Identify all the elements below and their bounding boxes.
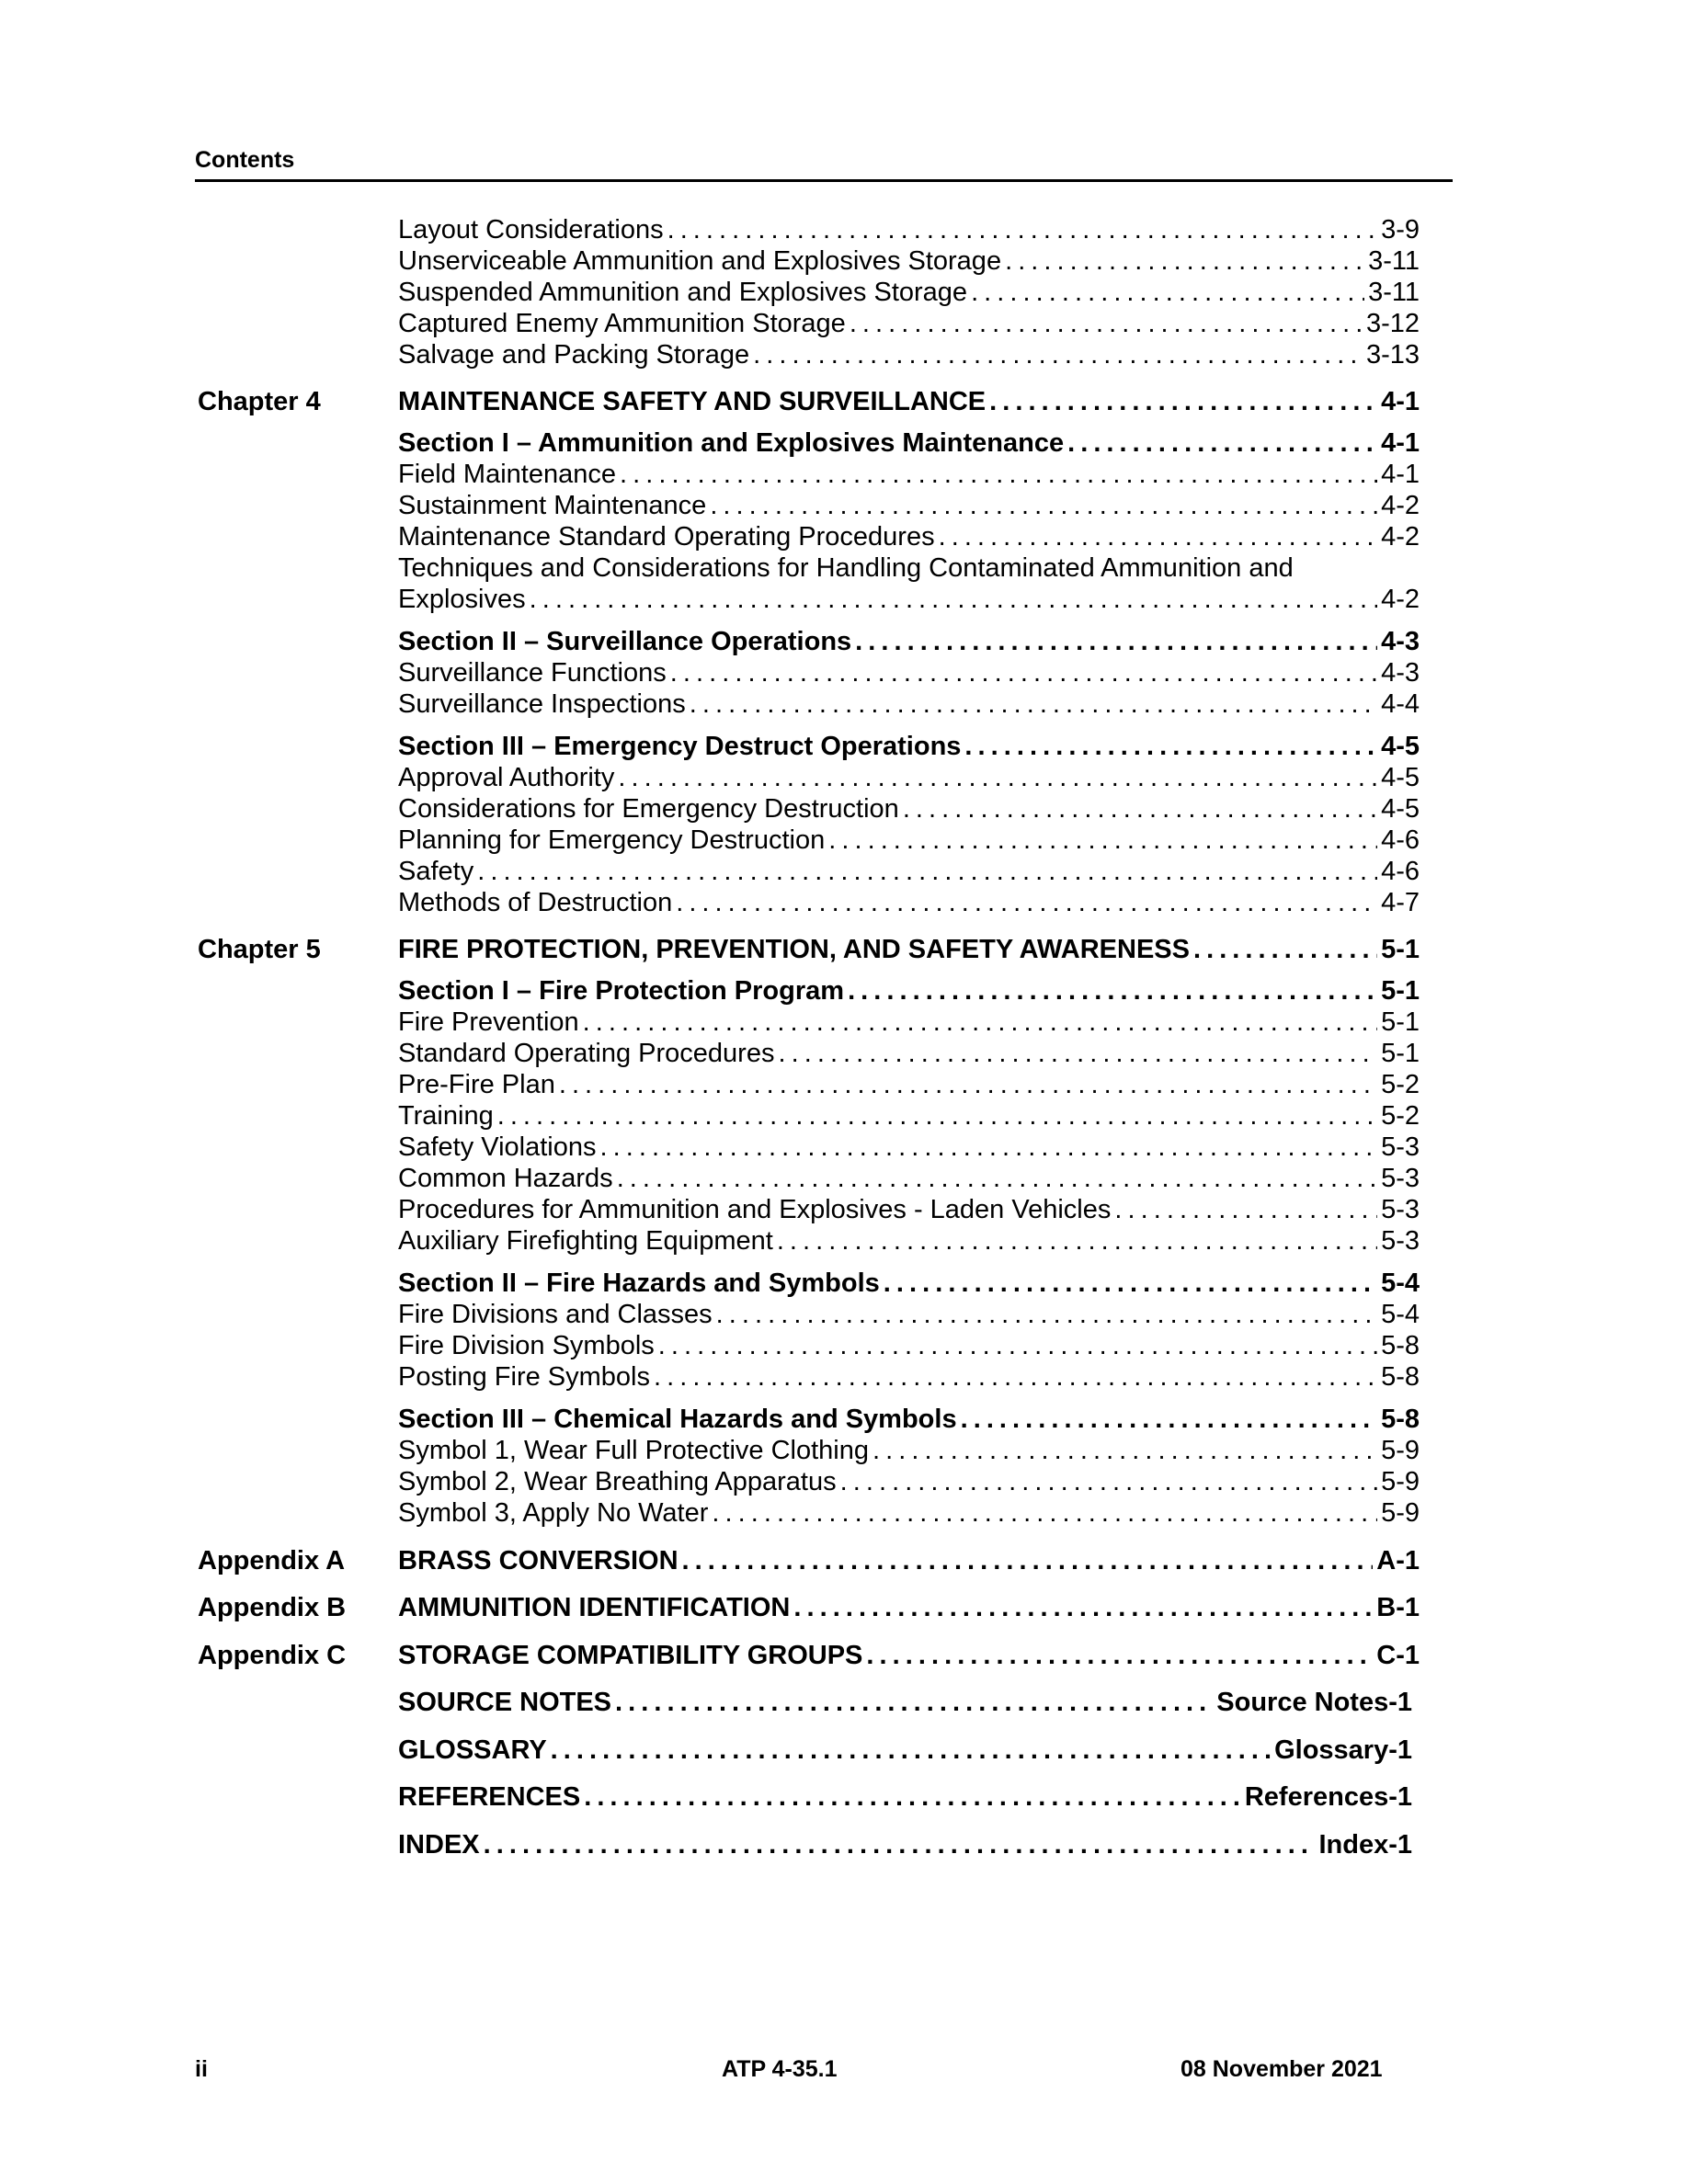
toc-leader-dots bbox=[855, 625, 1377, 658]
toc-entry[interactable] bbox=[398, 625, 1420, 658]
toc-entry[interactable] bbox=[398, 855, 1420, 888]
toc-entry[interactable] bbox=[398, 1639, 1420, 1672]
toc-leader-dots bbox=[1193, 933, 1377, 966]
toc-leader-dots bbox=[777, 1224, 1377, 1257]
toc-entry-label: Chapter 4 bbox=[198, 387, 321, 416]
toc-leader-dots bbox=[848, 974, 1377, 1007]
toc-row bbox=[0, 1329, 1688, 1362]
toc-entry-title: Section I – Fire Protection Program bbox=[398, 976, 845, 1006]
toc-row bbox=[0, 1828, 1688, 1861]
toc-entry-page: 4-3 bbox=[1381, 627, 1420, 656]
toc-entry[interactable] bbox=[398, 1828, 1412, 1861]
toc-leader-dots bbox=[1067, 427, 1377, 460]
toc-entry-page: 4-2 bbox=[1381, 522, 1420, 552]
toc-leader-dots bbox=[712, 1496, 1377, 1530]
toc-entry-label: Chapter 5 bbox=[198, 935, 321, 964]
toc-entry[interactable] bbox=[398, 1162, 1420, 1195]
toc-leader-dots bbox=[873, 1434, 1377, 1467]
toc-entry[interactable] bbox=[398, 1267, 1420, 1300]
toc-row bbox=[0, 1639, 1688, 1672]
toc-entry-title: SOURCE NOTES bbox=[398, 1688, 612, 1717]
toc-leader-dots bbox=[615, 1686, 1213, 1719]
toc-entry-title: Field Maintenance bbox=[398, 460, 616, 489]
toc-entry-page: 4-2 bbox=[1381, 491, 1420, 520]
toc-leader-dots bbox=[793, 1591, 1373, 1624]
toc-entry[interactable] bbox=[398, 824, 1420, 857]
toc-entry[interactable] bbox=[398, 933, 1420, 966]
toc-leader-dots bbox=[658, 1329, 1377, 1362]
toc-entry[interactable] bbox=[398, 1298, 1420, 1331]
toc-entry-title: Symbol 3, Apply No Water bbox=[398, 1498, 709, 1528]
toc-entry-page: 4-1 bbox=[1381, 387, 1420, 416]
toc-entry-title: MAINTENANCE SAFETY AND SURVEILLANCE bbox=[398, 387, 987, 416]
toc-row bbox=[0, 385, 1688, 418]
toc-entry-page: 4-5 bbox=[1381, 794, 1420, 824]
toc-entry-label: Appendix C bbox=[198, 1641, 347, 1670]
toc-leader-dots bbox=[710, 489, 1377, 522]
toc-entry[interactable] bbox=[398, 1193, 1420, 1226]
toc-entry-page: 5-9 bbox=[1381, 1498, 1420, 1528]
toc-entry[interactable] bbox=[398, 974, 1420, 1007]
toc-entry-title: Explosives bbox=[398, 585, 526, 614]
toc-entry-title: Surveillance Inspections bbox=[398, 689, 686, 719]
toc-entry[interactable] bbox=[398, 1780, 1412, 1814]
toc-entry[interactable] bbox=[398, 1403, 1420, 1436]
toc-entry[interactable] bbox=[398, 1131, 1420, 1164]
toc-entry[interactable] bbox=[398, 213, 1420, 246]
toc-entry-title: Section III – Chemical Hazards and Symbols bbox=[398, 1405, 957, 1434]
toc-entry-page: 3-12 bbox=[1365, 309, 1420, 338]
toc-row bbox=[0, 933, 1688, 966]
toc-row bbox=[0, 855, 1688, 888]
toc-leader-dots bbox=[690, 688, 1377, 721]
toc-entry[interactable] bbox=[398, 458, 1420, 491]
toc-entry-title: Auxiliary Firefighting Equipment bbox=[398, 1226, 773, 1256]
toc-row bbox=[0, 1224, 1688, 1257]
toc-entry-title: AMMUNITION IDENTIFICATION bbox=[398, 1593, 791, 1622]
toc-entry-page: 5-4 bbox=[1381, 1300, 1420, 1329]
toc-row bbox=[0, 1298, 1688, 1331]
toc-row bbox=[0, 688, 1688, 721]
toc-row bbox=[0, 489, 1688, 522]
toc-entry-title: Common Hazards bbox=[398, 1164, 613, 1193]
toc-entry-page: 5-9 bbox=[1381, 1436, 1420, 1465]
toc-leader-dots bbox=[828, 824, 1377, 857]
footer-page-number: ii bbox=[195, 2056, 208, 2082]
toc-leader-dots bbox=[753, 338, 1363, 371]
toc-row bbox=[0, 1068, 1688, 1101]
toc-entry[interactable] bbox=[398, 1224, 1420, 1257]
toc-entry[interactable] bbox=[398, 520, 1420, 553]
toc-row bbox=[0, 1099, 1688, 1132]
toc-entry-title: Fire Prevention bbox=[398, 1007, 579, 1037]
toc-row bbox=[0, 1780, 1688, 1814]
toc-row bbox=[0, 213, 1688, 246]
toc-entry-page: Source Notes-1 bbox=[1216, 1688, 1412, 1717]
toc-leader-dots bbox=[850, 307, 1363, 340]
toc-leader-dots bbox=[584, 1780, 1241, 1814]
toc-row bbox=[0, 552, 1688, 585]
toc-entry-page: 5-8 bbox=[1381, 1405, 1420, 1434]
toc-entry-page: 5-9 bbox=[1381, 1467, 1420, 1496]
toc-entry[interactable] bbox=[398, 427, 1420, 460]
toc-entry[interactable] bbox=[398, 307, 1420, 340]
toc-entry-title: Section II – Fire Hazards and Symbols bbox=[398, 1268, 880, 1298]
toc-entry-page: 5-8 bbox=[1381, 1331, 1420, 1360]
toc-entry-page: References-1 bbox=[1244, 1782, 1412, 1812]
toc-leader-dots bbox=[971, 276, 1364, 309]
toc-entry-page: 3-11 bbox=[1368, 278, 1420, 307]
toc-entry[interactable] bbox=[398, 688, 1420, 721]
toc-entry[interactable] bbox=[398, 385, 1420, 418]
toc-row bbox=[0, 886, 1688, 919]
toc-entry-label: Appendix B bbox=[198, 1593, 347, 1622]
toc-entry-title: Sustainment Maintenance bbox=[398, 491, 707, 520]
toc-entry-title: Fire Division Symbols bbox=[398, 1331, 655, 1360]
toc-entry-title: Planning for Emergency Destruction bbox=[398, 825, 826, 855]
toc-entry-page: 4-6 bbox=[1381, 857, 1420, 886]
toc-entry-page: 4-1 bbox=[1381, 460, 1420, 489]
toc-leader-dots bbox=[477, 855, 1377, 888]
toc-entry-title: Symbol 1, Wear Full Protective Clothing bbox=[398, 1436, 870, 1465]
toc-entry-page: 4-5 bbox=[1381, 763, 1420, 792]
toc-entry-title: Considerations for Emergency Destruction bbox=[398, 794, 899, 824]
toc-entry-page: 5-2 bbox=[1381, 1070, 1420, 1099]
toc-row bbox=[0, 1496, 1688, 1530]
toc-leader-dots bbox=[559, 1068, 1377, 1101]
toc-entry-page: A-1 bbox=[1376, 1546, 1420, 1575]
toc-entry-title: Standard Operating Procedures bbox=[398, 1039, 775, 1068]
toc-entry[interactable] bbox=[398, 761, 1420, 794]
toc-row bbox=[0, 427, 1688, 460]
toc-entry-title: STORAGE COMPATIBILITY GROUPS bbox=[398, 1641, 863, 1670]
toc-leader-dots bbox=[961, 1403, 1377, 1436]
toc-entry[interactable] bbox=[398, 1686, 1412, 1719]
toc-entry-title: Suspended Ammunition and Explosives Storage bbox=[398, 278, 968, 307]
toc-entry-page: 4-1 bbox=[1381, 428, 1420, 458]
toc-entry[interactable] bbox=[398, 886, 1420, 919]
toc-entry[interactable] bbox=[398, 1099, 1420, 1132]
toc-entry-title: FIRE PROTECTION, PREVENTION, AND SAFETY AWARENESS bbox=[398, 935, 1190, 964]
toc-row bbox=[0, 625, 1688, 658]
toc-entry[interactable] bbox=[398, 245, 1420, 278]
toc-entry-page: B-1 bbox=[1376, 1593, 1420, 1622]
toc-entry-title: Surveillance Functions bbox=[398, 658, 667, 688]
toc-leader-dots bbox=[654, 1360, 1377, 1393]
running-header: Contents bbox=[195, 147, 1453, 182]
toc-entry-title: Techniques and Considerations for Handling Contaminated Ammunition and bbox=[398, 553, 1294, 583]
toc-row bbox=[0, 1686, 1688, 1719]
toc-entry-page: 4-6 bbox=[1381, 825, 1420, 855]
toc-entry-title: INDEX bbox=[398, 1830, 480, 1860]
toc-row bbox=[0, 307, 1688, 340]
toc-entry[interactable] bbox=[398, 656, 1420, 689]
toc-entry-page: 5-3 bbox=[1381, 1164, 1420, 1193]
toc-row bbox=[0, 276, 1688, 309]
toc-entry-page: 4-3 bbox=[1381, 658, 1420, 688]
toc-entry-title: Safety bbox=[398, 857, 474, 886]
toc-row bbox=[0, 656, 1688, 689]
toc-entry[interactable] bbox=[398, 583, 1420, 616]
toc-leader-dots bbox=[676, 886, 1377, 919]
toc-row bbox=[0, 1006, 1688, 1039]
toc-leader-dots bbox=[1005, 245, 1364, 278]
toc-row bbox=[0, 520, 1688, 553]
toc-leader-dots bbox=[551, 1734, 1271, 1767]
toc-entry-title: REFERENCES bbox=[398, 1782, 581, 1812]
toc-entry-page: 5-8 bbox=[1381, 1362, 1420, 1392]
toc-entry-page: 5-3 bbox=[1381, 1226, 1420, 1256]
toc-entry-page: 5-1 bbox=[1381, 1007, 1420, 1037]
toc-entry-page: 4-7 bbox=[1381, 888, 1420, 917]
toc-entry-page: 5-3 bbox=[1381, 1195, 1420, 1224]
toc-row bbox=[0, 1037, 1688, 1070]
toc-leader-dots bbox=[840, 1465, 1377, 1498]
toc-leader-dots bbox=[484, 1828, 1316, 1861]
toc-entry[interactable] bbox=[398, 489, 1420, 522]
toc-entry-title: GLOSSARY bbox=[398, 1735, 547, 1765]
toc-row bbox=[0, 761, 1688, 794]
toc-entry-page: 5-1 bbox=[1381, 935, 1420, 964]
toc-entry[interactable] bbox=[398, 1360, 1420, 1393]
toc-row bbox=[0, 1734, 1688, 1767]
toc-leader-dots bbox=[1114, 1193, 1377, 1226]
toc-leader-dots bbox=[884, 1267, 1377, 1300]
toc-leader-dots bbox=[583, 1006, 1377, 1039]
toc-row bbox=[0, 1131, 1688, 1164]
toc-row bbox=[0, 1403, 1688, 1436]
toc-entry[interactable] bbox=[398, 1329, 1420, 1362]
toc-entry-title: Salvage and Packing Storage bbox=[398, 340, 750, 370]
toc-entry[interactable] bbox=[398, 1734, 1412, 1767]
toc-leader-dots bbox=[600, 1131, 1378, 1164]
toc-leader-dots bbox=[939, 520, 1377, 553]
footer-date: 08 November 2021 bbox=[1180, 2056, 1383, 2082]
toc-entry-title: Fire Divisions and Classes bbox=[398, 1300, 713, 1329]
toc-entry-title: Training bbox=[398, 1101, 494, 1131]
toc-leader-dots bbox=[716, 1298, 1377, 1331]
toc-entry-page: 5-3 bbox=[1381, 1132, 1420, 1162]
toc-entry[interactable] bbox=[398, 792, 1420, 825]
toc-entry-title: Procedures for Ammunition and Explosives - Laden Vehicles bbox=[398, 1195, 1112, 1224]
toc-entry-title: Safety Violations bbox=[398, 1132, 597, 1162]
toc-entry[interactable] bbox=[398, 1496, 1420, 1530]
toc-entry-page: 3-13 bbox=[1365, 340, 1420, 370]
toc-row bbox=[0, 1193, 1688, 1226]
toc-entry-page: 5-2 bbox=[1381, 1101, 1420, 1131]
toc-entry-page: 4-5 bbox=[1381, 732, 1420, 761]
toc-row bbox=[0, 1267, 1688, 1300]
toc-row bbox=[0, 338, 1688, 371]
toc-entry-title: Approval Authority bbox=[398, 763, 615, 792]
toc-entry-label: Appendix A bbox=[198, 1546, 346, 1575]
toc-leader-dots bbox=[667, 213, 1378, 246]
toc-leader-dots bbox=[670, 656, 1377, 689]
toc-leader-dots bbox=[617, 1162, 1377, 1195]
toc-row bbox=[0, 974, 1688, 1007]
toc-entry-title: Section I – Ammunition and Explosives Maintenance bbox=[398, 428, 1065, 458]
toc-leader-dots bbox=[903, 792, 1377, 825]
toc-entry[interactable] bbox=[398, 730, 1420, 763]
toc-entry-page: 5-4 bbox=[1381, 1268, 1420, 1298]
toc-entry[interactable] bbox=[398, 1037, 1420, 1070]
toc-entry-title: Posting Fire Symbols bbox=[398, 1362, 650, 1392]
toc-entry-title: BRASS CONVERSION bbox=[398, 1546, 679, 1575]
toc-entry-title: Section II – Surveillance Operations bbox=[398, 627, 852, 656]
toc-row bbox=[0, 792, 1688, 825]
toc-entry-page: 3-9 bbox=[1381, 215, 1420, 245]
toc-leader-dots bbox=[866, 1639, 1373, 1672]
toc-row bbox=[0, 458, 1688, 491]
toc-entry[interactable] bbox=[398, 1006, 1420, 1039]
toc-row bbox=[0, 1544, 1688, 1577]
toc-entry-title: Layout Considerations bbox=[398, 215, 664, 245]
toc-leader-dots bbox=[618, 761, 1377, 794]
toc-entry-title: Maintenance Standard Operating Procedures bbox=[398, 522, 935, 552]
toc-entry-page: 3-11 bbox=[1368, 246, 1420, 276]
toc-entry-page: 4-2 bbox=[1381, 585, 1420, 614]
toc-leader-dots bbox=[530, 583, 1377, 616]
toc-leader-dots bbox=[497, 1099, 1377, 1132]
toc-entry-page: 5-1 bbox=[1381, 976, 1420, 1006]
toc-entry[interactable] bbox=[398, 276, 1420, 309]
toc-row bbox=[0, 1360, 1688, 1393]
toc-leader-dots bbox=[989, 385, 1377, 418]
footer-publication: ATP 4-35.1 bbox=[722, 2056, 838, 2082]
toc-entry-title: Captured Enemy Ammunition Storage bbox=[398, 309, 846, 338]
toc-entry-title: Pre-Fire Plan bbox=[398, 1070, 555, 1099]
toc-entry[interactable] bbox=[398, 1465, 1420, 1498]
toc-entry[interactable] bbox=[398, 338, 1420, 371]
toc-entry-page: C-1 bbox=[1376, 1641, 1420, 1670]
toc-leader-dots bbox=[620, 458, 1377, 491]
toc-row bbox=[0, 824, 1688, 857]
toc-row bbox=[0, 1591, 1688, 1624]
toc-row bbox=[0, 1162, 1688, 1195]
toc-leader-dots bbox=[964, 730, 1377, 763]
toc-row bbox=[0, 1434, 1688, 1467]
toc-row bbox=[0, 730, 1688, 763]
toc-entry[interactable] bbox=[398, 1591, 1420, 1624]
toc-entry-title: Methods of Destruction bbox=[398, 888, 673, 917]
toc-entry-page: Glossary-1 bbox=[1274, 1735, 1412, 1765]
toc-entry-title: Section III – Emergency Destruct Operations bbox=[398, 732, 962, 761]
toc-row bbox=[0, 245, 1688, 278]
toc-leader-dots bbox=[778, 1037, 1377, 1070]
toc-entry-page: 5-1 bbox=[1381, 1039, 1420, 1068]
toc-entry[interactable] bbox=[398, 1434, 1420, 1467]
toc-entry[interactable] bbox=[398, 1544, 1420, 1577]
toc-entry-title: Unserviceable Ammunition and Explosives Storage bbox=[398, 246, 1002, 276]
toc-entry-page: Index-1 bbox=[1318, 1830, 1412, 1860]
toc-leader-dots bbox=[682, 1544, 1374, 1577]
toc-row bbox=[0, 1465, 1688, 1498]
toc-entry-title: Symbol 2, Wear Breathing Apparatus bbox=[398, 1467, 837, 1496]
toc-entry[interactable] bbox=[398, 1068, 1420, 1101]
toc-row bbox=[0, 583, 1688, 616]
toc-entry-page: 4-4 bbox=[1381, 689, 1420, 719]
